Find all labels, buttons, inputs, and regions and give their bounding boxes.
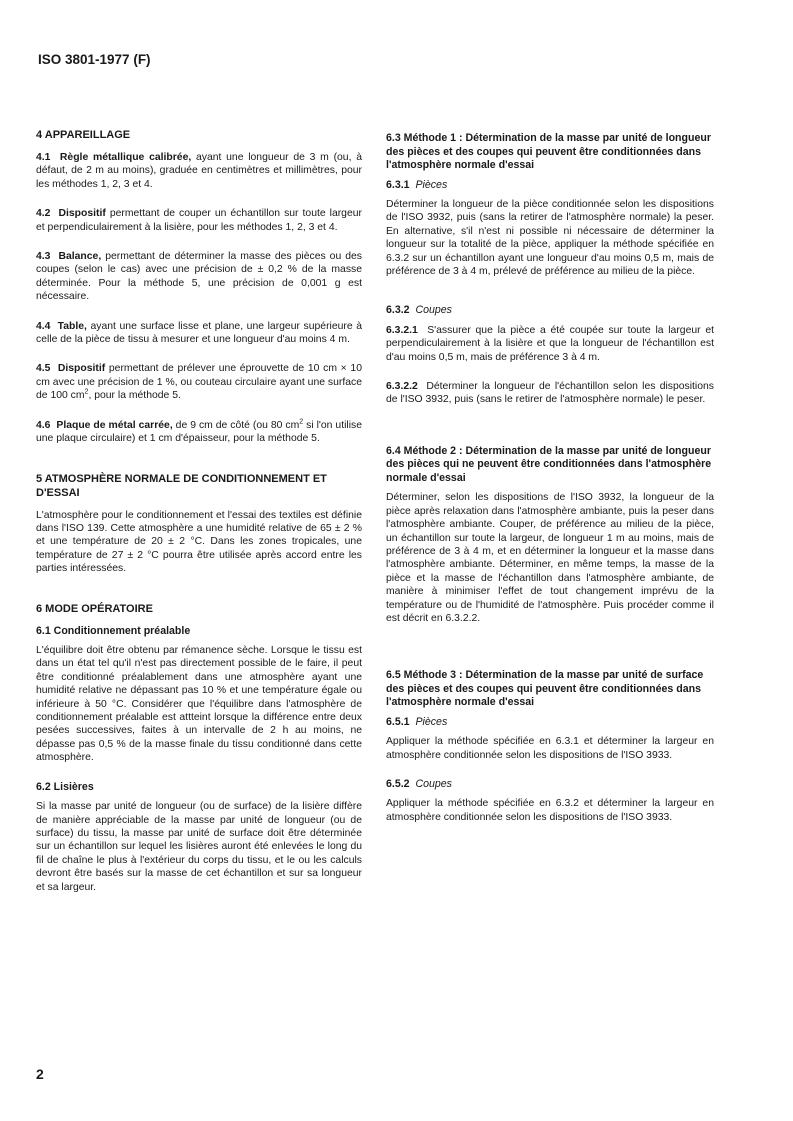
clause-6-5-2-title: Coupes [415,778,452,791]
clause-4-2-text: permettant de couper un échantillon sur toute largeur et perpendiculairement à la lisière, pour les méthodes 1, 2, 3 et 4. [36,208,362,233]
clause-4-2-lead: Dispositif [58,208,106,220]
clause-6-5-1-text: Appliquer la méthode spécifiée en 6.3.1 et déterminer la largeur en atmosphère conditionnée selon les dispositions de l'ISO 3933. [386,736,714,761]
clause-4-5-sup: 2 [84,388,89,396]
clause-6-3-title: 6.3 Méthode 1 : Détermination de la masse par unité de longueur des pièces et des coupes qui peuvent être conditionnées dans l'atmosphère normale d'essai [386,132,711,171]
clause-6-5-1-heading [386,716,714,729]
clause-4-6-text-a: de 9 cm de côté (ou 80 cm [172,419,300,431]
section-6-title: 6 MODE OPÉRATOIRE [36,602,153,615]
clause-6-3-2-1-text: S'assurer que la pièce a été coupée sur toute la largeur et perpendiculairement à la lisière et que la longueur de l'échantillon est d'au moins 0,5 m, mais de préférence 3 à 4 m. [386,324,714,363]
clause-4-6-number: 4.6 [36,419,51,431]
clause-6-3-2-title: Coupes [415,304,452,317]
clause-4-5-text-b: , pour la méthode 5. [88,390,181,402]
clause-6-3-2-2-number: 6.3.2.2 [386,380,418,392]
clause-4-1-lead: Règle métallique calibrée, [59,152,192,163]
clause-4-6-sup: 2 [299,418,304,426]
right-column [386,132,714,840]
clause-4-3-text: permettant de déterminer la masse des pièces ou des coupes (selon le cas) avec une précision de ± 0,2 % de la masse déterminée. Pour la méthode 5, une précision de 0,001 g est nécessaire. [36,251,362,303]
clause-4-4-text: ayant une surface lisse et plane, une largeur supérieure à celle de la pièce de tissu à mesurer et une longueur d'au moins 4 m. [36,320,363,346]
clause-4-1-number: 4.1 [36,152,51,163]
clause-6-1-title: 6.1 Conditionnement préalable [36,624,191,637]
clause-4-6-text-b: si l'on utilise une plaque circulaire) et 1 cm d'épaisseur, pour la méthode 5. [36,419,362,445]
clause-4-4 [36,320,362,347]
clause-4-4-number: 4.4 [36,320,51,332]
clause-4-5-lead: Dispositif [57,363,106,375]
clause-6-3-2-1-number: 6.3.2.1 [386,324,418,336]
clause-4-5-text-a: permettant de prélever une éprouvette de 10 cm × 10 cm avec une précision de 1 %, ou couteau circulaire ayant une surface de 100 cm [36,363,362,402]
clause-4-6 [36,419,362,446]
clause-6-3-1-title: Pièces [415,178,448,191]
section-4-title: 4 APPAREILLAGE [36,129,131,141]
clause-4-1-text: ayant une longueur de 3 m (ou, à défaut, de 2 m au moins), graduée en centimètres et millimètres, pour les méthodes 1, 2, 3 et 4. [36,152,362,190]
clause-4-5-number: 4.5 [36,363,51,375]
clause-6-3-2-2-text: Déterminer la longueur de l'échantillon selon les dispositions de l'ISO 3932, puis (sans le retirer de l'atmosphère normale) le peser. [386,380,714,406]
left-column [36,128,362,910]
document-id: ISO 3801-1977 (F) [38,52,151,67]
clause-6-3-2-1 [386,324,714,364]
clause-4-3 [36,250,362,304]
section-5-title: 5 ATMOSPHÈRE NORMALE DE CONDITIONNEMENT ET D'ESSAI [36,472,327,499]
clause-4-3-number: 4.3 [36,251,51,263]
clause-4-3-lead: Balance, [58,251,102,263]
clause-6-5-2-number: 6.5.2 [386,778,410,791]
clause-6-5-title: 6.5 Méthode 3 : Détermination de la masse par unité de surface des pièces et des coupes qui peuvent être conditionnées dans l'atmosphère normale d'essai [386,669,704,709]
clause-4-2-number: 4.2 [36,208,51,220]
clause-4-4-lead: Table, [57,320,87,332]
clause-6-2-text: Si la masse par unité de longueur (ou de surface) de la lisière diffère de manière appréciable de la masse par unité de longueur (ou de surface) du tissu, la masse par unité de surface doit être déterminée sur un échantillon sur lequel les lisières auront été enlevées le long du fil de chaîne le plus à l'extérieur du corps du tissu, et le ou les calculs devront être basés sur la masse de cet échantillon et sur sa longueur et sa largeur. [36,801,362,893]
clause-6-1-text: L'équilibre doit être obtenu par rémanence sèche. Lorsque le tissu est dans un état tel qu'il n'est pas directement possible de le faire, il peut être conditionné préalablement dans une atmosphère ayant une humidité relative ne dépassant pas 10 % et une température égale ou inférieure à 50 °C. Considérer que l'équilibre dans l'atmosphère de conditionnement préalable est attteint lorsque la différence entre deux pesées successives, faites à un intervalle de 2 h au moins, ne dépasse pas 0,5 % de la masse finale du tissu conditionné dans cette atmosphère. [36,645,362,764]
clause-6-3-2-number: 6.3.2 [386,304,410,317]
clause-6-5-2-heading [386,778,714,791]
section-5-text: L'atmosphère pour le conditionnement et l'essai des textiles est définie dans l'ISO 139. Cette atmosphère a une humidité relative de 65 ± 2 % et une température de 20 ± 2 °C. Dans les zones tropicales, une température de 27 ± 2 °C pourra être utilisée après accord entre les parties intéressées. [36,509,362,575]
clause-6-4-text: Déterminer, selon les dispositions de l'ISO 3932, la longueur de la pièce après relaxation dans l'atmosphère ambiante, puis la peser dans l'atmosphère ambiante. Couper, de préférence au milieu de la pièce, un échantillon sur toute la largeur, de longueur 1 m au moins, mais de préférence de 3 à 4 m, et en déterminer la longueur et la masse dans l'atmosphère ambiante. Déterminer, en même temps, la masse de la pièce et la masse de l'échantillon dans l'atmosphère ambiante, de manière à minimiser l'effet de tout changement imprévu de la température ou de l'humidité de l'atmosphère. Puis procéder comme il est décrit en 6.3.2.2. [386,492,714,624]
page-number: 2 [36,1066,44,1082]
clause-6-3-2-2 [386,380,714,407]
clause-6-3-2-heading [386,304,714,317]
clause-4-2 [36,207,362,234]
clause-4-1 [36,151,362,191]
clause-6-3-1-text: Déterminer la longueur de la pièce conditionnée selon les dispositions de l'ISO 3932, puis (sans la retirer de l'atmosphère normale) la peser. En alternative, s'il n'est ni possible ni nécessaire de déterminer la longueur sur la totalité de la pièce, appliquer la méthode spécifiée en 6.3.2 sur un échantillon ayant une longueur d'au moins 0,5 m, mais de préférence de 3 à 4 m, prélevé de préférence au milieu de la pièce. [386,198,714,277]
clause-4-5 [36,362,362,402]
clause-6-4-title: 6.4 Méthode 2 : Détermination de la masse par unité de longueur des pièces qui ne peuvent être conditionnées dans l'atmosphère normale d'essai [386,444,712,484]
clause-6-5-2-text: Appliquer la méthode spécifiée en 6.3.2 et déterminer la largeur en atmosphère conditionnée selon les dispositions de l'ISO 3933. [386,798,714,823]
clause-6-3-1-number: 6.3.1 [386,178,410,191]
clause-4-6-lead: Plaque de métal carrée, [56,419,173,431]
clause-6-3-1-heading [386,179,714,192]
clause-6-5-1-title: Pièces [415,715,448,728]
clause-6-2-title: 6.2 Lisières [36,780,94,793]
clause-6-5-1-number: 6.5.1 [386,715,410,728]
